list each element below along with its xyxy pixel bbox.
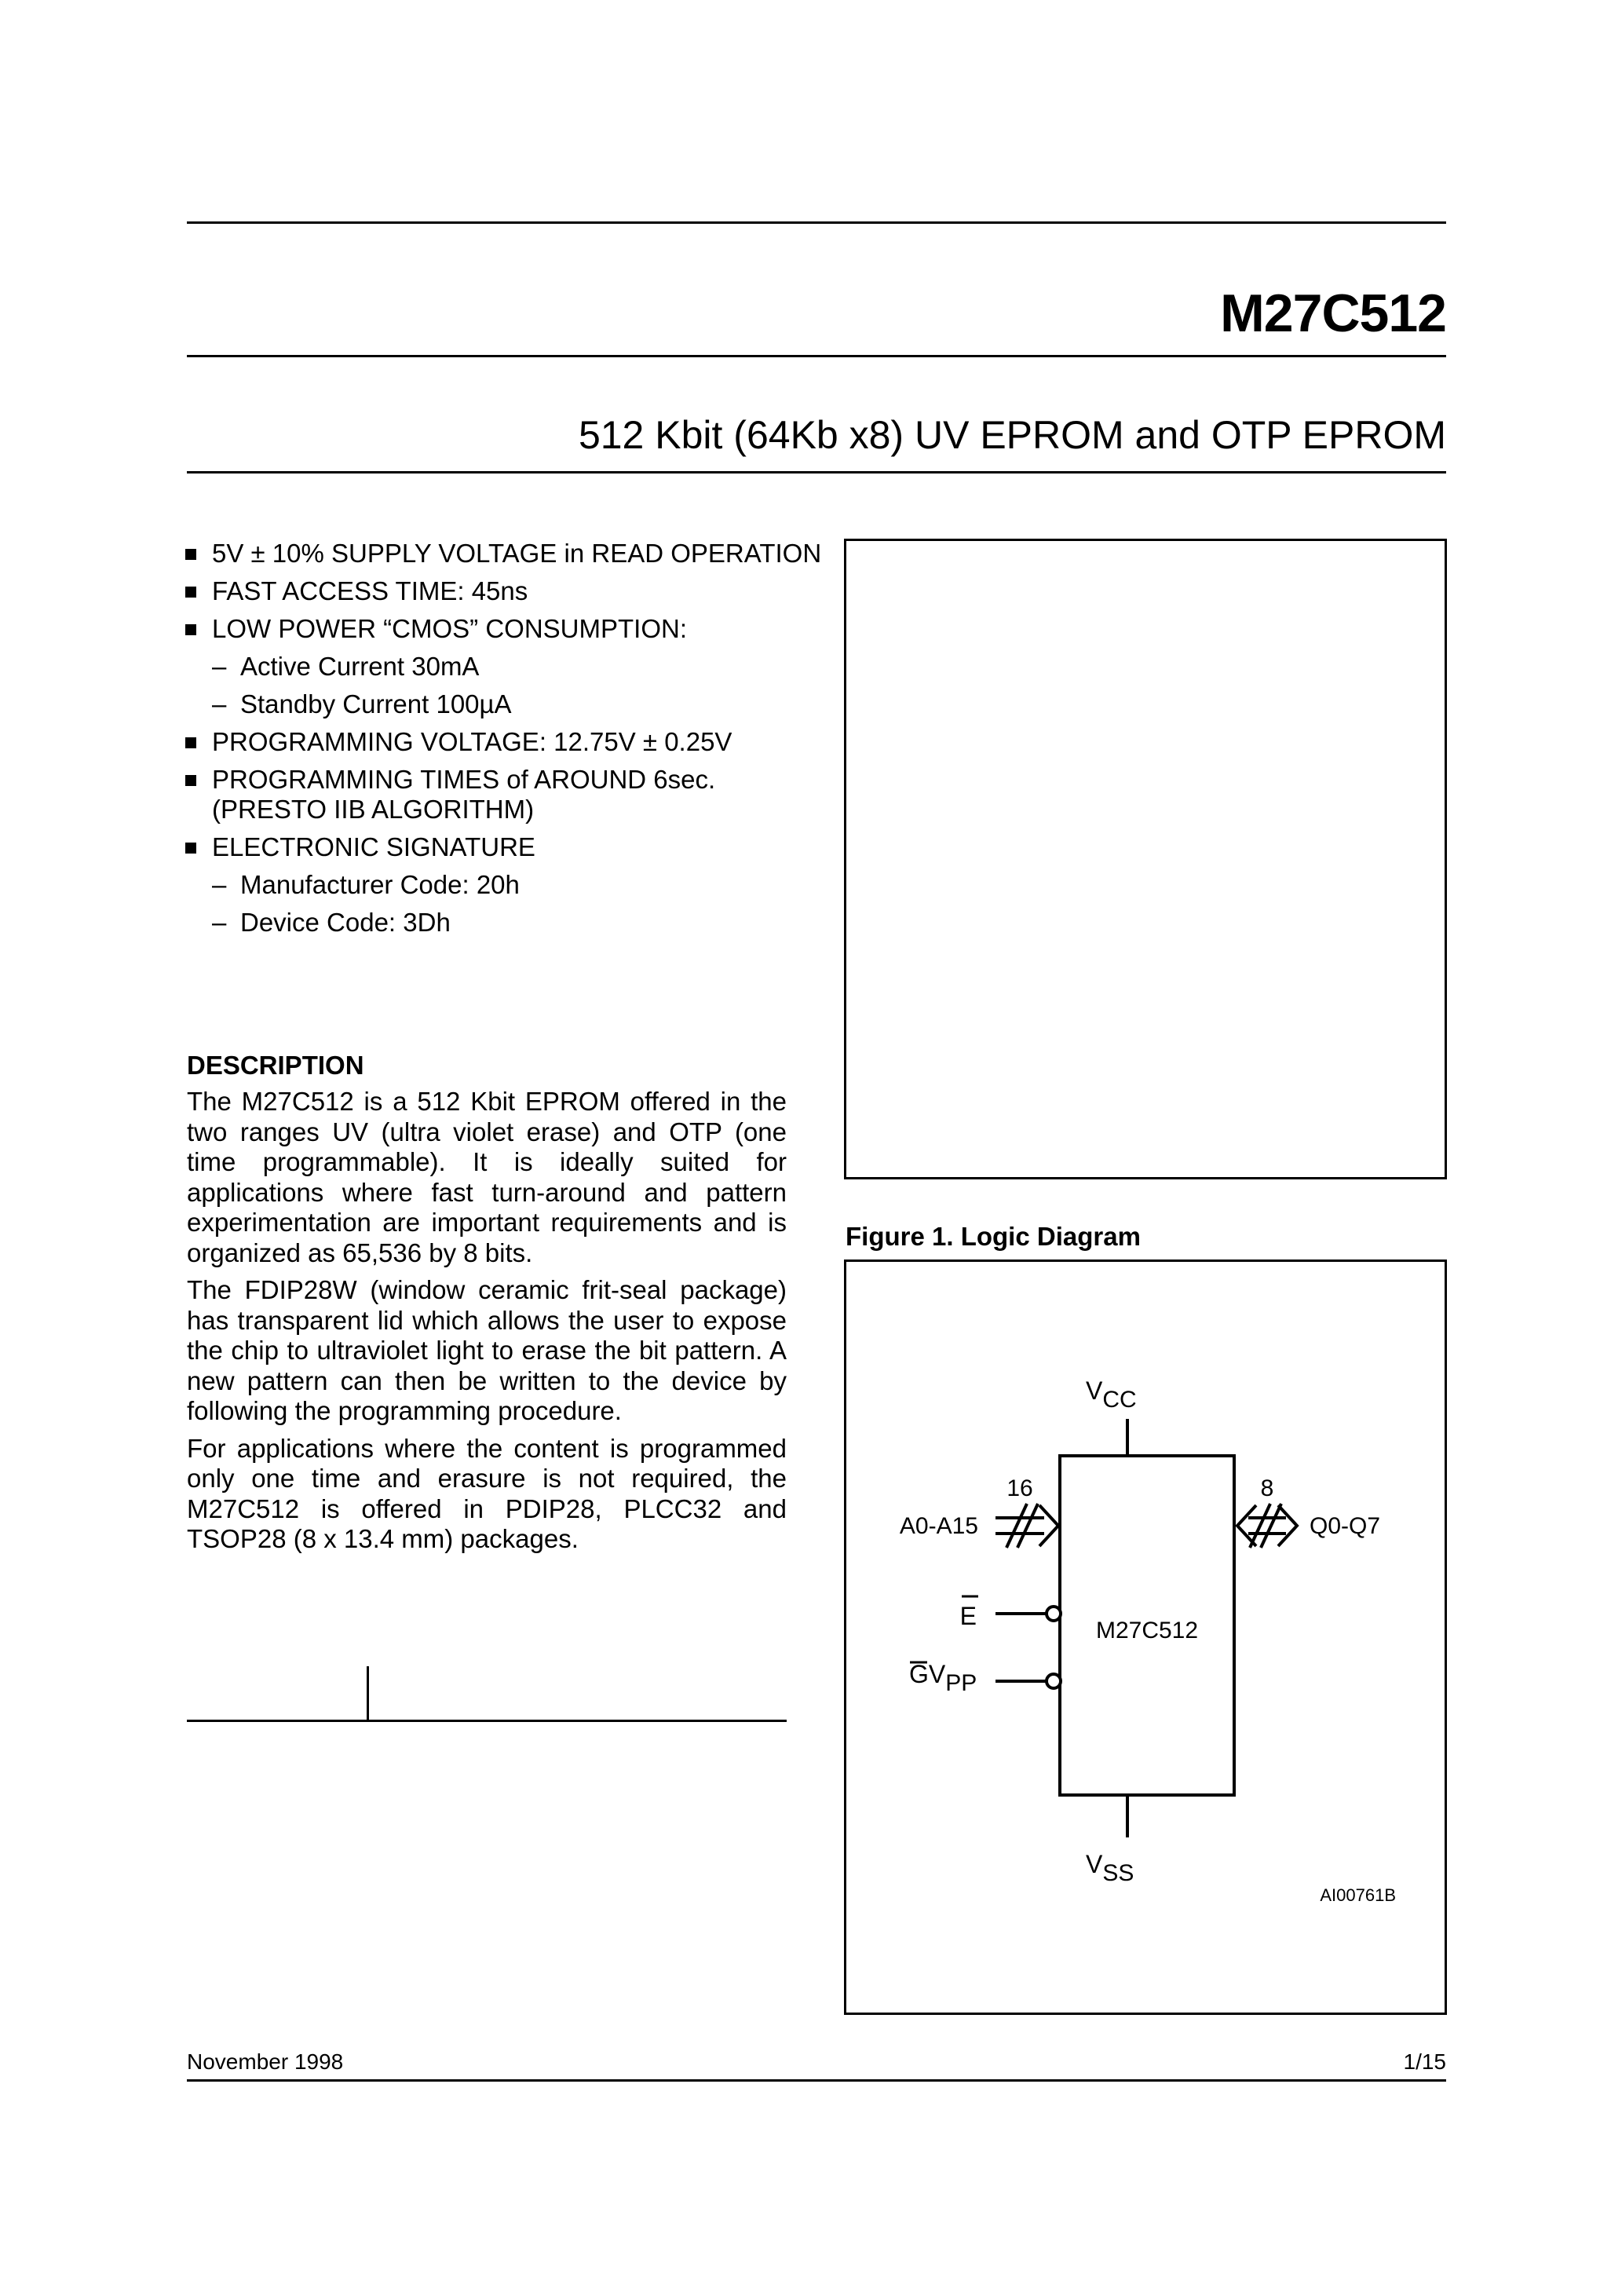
- logic-diagram-svg: [846, 1262, 1445, 2013]
- figure-caption: Figure 1. Logic Diagram: [846, 1222, 1141, 1251]
- feature-subitem: – Active Current 30mA: [212, 652, 480, 681]
- column-rule: [187, 1720, 787, 1722]
- bullet-icon: [185, 737, 196, 748]
- feature-item: ELECTRONIC SIGNATURE: [185, 832, 829, 862]
- feature-subitem: – Manufacturer Code: 20h: [212, 870, 520, 899]
- data-bus-arrow: [1237, 1504, 1297, 1548]
- description-paragraph: The FDIP28W (window ceramic frit-seal package) has transparent lid which allows the user to expose the chip to ultraviolet light to erase the bit pattern. A new pattern can then be written to the device by following the programming procedure.: [187, 1275, 787, 1425]
- bullet-icon: [185, 843, 196, 854]
- feature-subitem: – Device Code: 3Dh: [212, 908, 451, 937]
- vss-label: VSS: [1086, 1850, 1134, 1886]
- footer-rule: [187, 2079, 1446, 2082]
- footer-date: November 1998: [187, 2049, 344, 2074]
- figure-reference: AI00761B: [1320, 1885, 1396, 1905]
- feature-list: [185, 539, 829, 945]
- title-rule: [187, 355, 1446, 357]
- data-count: 8: [1260, 1475, 1274, 1501]
- bullet-icon: [185, 587, 196, 598]
- address-bus-arrow: [995, 1504, 1058, 1548]
- address-count: 16: [1006, 1475, 1033, 1501]
- feature-item: PROGRAMMING VOLTAGE: 12.75V ± 0.25V: [185, 727, 829, 757]
- dash-icon: –: [212, 870, 227, 899]
- chip-label: M27C512: [1095, 1618, 1199, 1643]
- part-number-title: M27C512: [1220, 283, 1446, 343]
- package-image-box: [844, 539, 1447, 1179]
- feature-item: 5V ± 10% SUPPLY VOLTAGE in READ OPERATION: [185, 539, 829, 569]
- column-tick: [367, 1666, 369, 1721]
- subtitle-rule: [187, 471, 1446, 473]
- description-heading: DESCRIPTION: [187, 1051, 364, 1080]
- enable-label: E: [959, 1602, 977, 1630]
- description-paragraph: For applications where the content is programmed only one time and erasure is not required, the M27C512 is offered in PDIP28, PLCC32 and TSOP28 (8 x 13.4 mm) packages.: [187, 1433, 787, 1553]
- feature-subitem: – Standby Current 100µA: [212, 689, 512, 718]
- dash-icon: –: [212, 652, 227, 681]
- feature-item: PROGRAMMING TIMES of AROUND 6sec. (PRESTO IIB ALGORITHM): [185, 765, 829, 824]
- bullet-icon: [185, 624, 196, 635]
- top-rule: [187, 221, 1446, 224]
- document-subtitle: 512 Kbit (64Kb x8) UV EPROM and OTP EPROM: [578, 413, 1446, 457]
- enable-bubble: [1047, 1607, 1061, 1621]
- gvpp-label: GVPP: [909, 1660, 977, 1696]
- dash-icon: –: [212, 689, 227, 718]
- feature-item: LOW POWER “CMOS” CONSUMPTION:: [185, 614, 829, 644]
- description-body: [187, 1087, 787, 1562]
- feature-item: FAST ACCESS TIME: 45ns: [185, 576, 829, 606]
- bullet-icon: [185, 549, 196, 560]
- dash-icon: –: [212, 908, 227, 937]
- footer-page-number: 1/15: [1403, 2049, 1446, 2074]
- gvpp-bubble: [1047, 1674, 1061, 1688]
- vcc-label: VCC: [1086, 1377, 1137, 1413]
- description-paragraph: The M27C512 is a 512 Kbit EPROM offered in the two ranges UV (ultra violet erase) and OTP (one time programmable). It is ideally suited for applications where fast turn-around and pattern experimentation are important requirements and is organized as 65,536 by 8 bits.: [187, 1087, 787, 1267]
- bullet-icon: [185, 775, 196, 786]
- logic-diagram: [844, 1260, 1447, 2015]
- data-label: Q0-Q7: [1310, 1513, 1381, 1539]
- address-label: A0-A15: [899, 1513, 978, 1539]
